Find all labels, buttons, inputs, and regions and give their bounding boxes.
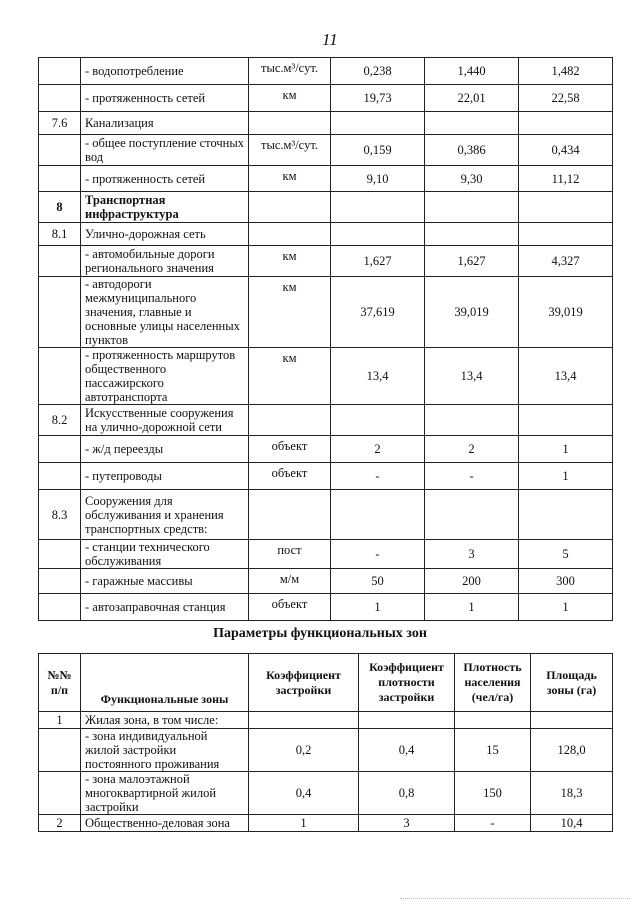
- zone-k-density: 0,8: [359, 772, 455, 815]
- row-unit: м/м: [249, 569, 331, 594]
- table-row: [39, 815, 613, 832]
- row-value-1: 19,73: [331, 85, 425, 112]
- row-value-3: 39,019: [519, 277, 613, 348]
- row-name: Улично-дорожная сеть: [81, 223, 249, 246]
- zone-pop-density: 150: [455, 772, 531, 815]
- row-value-3: 5: [519, 540, 613, 569]
- zone-k-density: 0,4: [359, 729, 455, 772]
- row-value-3: 1: [519, 463, 613, 490]
- row-value-2: [425, 405, 519, 436]
- row-value-3: 1: [519, 594, 613, 621]
- table-row: [39, 277, 613, 348]
- row-value-2: 0,386: [425, 135, 519, 166]
- row-value-2: 200: [425, 569, 519, 594]
- table-row: [39, 540, 613, 569]
- header-num: №№ п/п: [39, 654, 81, 712]
- row-value-1: [331, 405, 425, 436]
- row-name: - протяженность сетей: [81, 85, 249, 112]
- row-number: [39, 594, 81, 621]
- footer-dotted-line: [400, 897, 630, 899]
- row-name: - автозаправочная станция: [81, 594, 249, 621]
- zone-pop-density: 15: [455, 729, 531, 772]
- table-row: [39, 135, 613, 166]
- row-unit: тыс.м³/сут.: [249, 58, 331, 85]
- row-name: - гаражные массивы: [81, 569, 249, 594]
- row-value-3: 13,4: [519, 348, 613, 405]
- zone-k-density: 3: [359, 815, 455, 832]
- row-number: [39, 277, 81, 348]
- row-value-1: 1,627: [331, 246, 425, 277]
- row-value-2: -: [425, 463, 519, 490]
- infrastructure-table: [38, 57, 613, 621]
- row-number: 8.1: [39, 223, 81, 246]
- row-value-2: 13,4: [425, 348, 519, 405]
- row-value-1: -: [331, 540, 425, 569]
- row-value-1: 0,238: [331, 58, 425, 85]
- row-value-3: 300: [519, 569, 613, 594]
- zone-area: 10,4: [531, 815, 613, 832]
- row-number: [39, 463, 81, 490]
- row-unit: объект: [249, 463, 331, 490]
- row-value-1: 1: [331, 594, 425, 621]
- zone-k-built: 0,2: [249, 729, 359, 772]
- row-name: Транспортная инфраструктура: [81, 192, 249, 223]
- row-name: - протяженность маршрутов общественного пассажирского автотранспорта: [81, 348, 249, 405]
- zone-name: Жилая зона, в том числе:: [81, 712, 249, 729]
- zone-number: [39, 729, 81, 772]
- table-row: [39, 166, 613, 192]
- row-number: 8.3: [39, 490, 81, 540]
- row-value-2: 22,01: [425, 85, 519, 112]
- table-row: [39, 192, 613, 223]
- header-area: Площадь зоны (га): [531, 654, 613, 712]
- table-row: [39, 405, 613, 436]
- row-name: - протяженность сетей: [81, 166, 249, 192]
- row-number: 7.6: [39, 112, 81, 135]
- zone-number: 2: [39, 815, 81, 832]
- row-value-2: 9,30: [425, 166, 519, 192]
- row-number: [39, 436, 81, 463]
- row-value-3: 1: [519, 436, 613, 463]
- row-unit: [249, 192, 331, 223]
- row-value-1: 50: [331, 569, 425, 594]
- zone-number: [39, 772, 81, 815]
- row-value-2: 1,627: [425, 246, 519, 277]
- row-number: 8.2: [39, 405, 81, 436]
- row-value-1: 0,159: [331, 135, 425, 166]
- row-value-2: 2: [425, 436, 519, 463]
- zone-name: - зона индивидуальной жилой застройки постоянного проживания: [81, 729, 249, 772]
- row-value-1: [331, 192, 425, 223]
- zone-area: 18,3: [531, 772, 613, 815]
- row-value-3: 22,58: [519, 85, 613, 112]
- row-value-3: [519, 192, 613, 223]
- row-number: [39, 246, 81, 277]
- row-name: - станции технического обслуживания: [81, 540, 249, 569]
- table-row: [39, 58, 613, 85]
- row-value-2: [425, 490, 519, 540]
- table-row: [39, 594, 613, 621]
- zone-area: [531, 712, 613, 729]
- row-name: - ж/д переезды: [81, 436, 249, 463]
- row-number: [39, 540, 81, 569]
- zone-area: 128,0: [531, 729, 613, 772]
- row-value-2: 1: [425, 594, 519, 621]
- row-value-2: [425, 112, 519, 135]
- row-name: - водопотребление: [81, 58, 249, 85]
- row-value-3: [519, 223, 613, 246]
- row-name: - общее поступление сточных вод: [81, 135, 249, 166]
- row-number: [39, 166, 81, 192]
- table-row: [39, 436, 613, 463]
- row-name: Искусственные сооружения на улично-дорожной сети: [81, 405, 249, 436]
- zone-name: Общественно-деловая зона: [81, 815, 249, 832]
- row-number: 8: [39, 192, 81, 223]
- row-value-1: 9,10: [331, 166, 425, 192]
- row-value-3: 11,12: [519, 166, 613, 192]
- row-value-2: [425, 192, 519, 223]
- table-row: [39, 772, 613, 815]
- row-unit: км: [249, 348, 331, 405]
- zone-k-built: [249, 712, 359, 729]
- section-title: Параметры функциональных зон: [213, 626, 427, 641]
- zone-number: 1: [39, 712, 81, 729]
- zone-pop-density: -: [455, 815, 531, 832]
- zone-k-built: 1: [249, 815, 359, 832]
- table-row: [39, 223, 613, 246]
- table-row: [39, 348, 613, 405]
- row-unit: км: [249, 246, 331, 277]
- row-unit: км: [249, 85, 331, 112]
- header-zone: Функциональные зоны: [81, 654, 249, 712]
- zone-k-built: 0,4: [249, 772, 359, 815]
- table-row: [39, 463, 613, 490]
- row-value-1: 2: [331, 436, 425, 463]
- table-row: [39, 85, 613, 112]
- row-unit: тыс.м³/сут.: [249, 135, 331, 166]
- header-k-built: Коэффициент застройки: [249, 654, 359, 712]
- row-name: Канализация: [81, 112, 249, 135]
- row-value-2: 39,019: [425, 277, 519, 348]
- table-row: [39, 712, 613, 729]
- row-number: [39, 58, 81, 85]
- zone-pop-density: [455, 712, 531, 729]
- zones-table: [38, 653, 613, 832]
- table-row: [39, 729, 613, 772]
- row-name: - автодороги межмуниципального значения, главные и основные улицы населенных пунктов: [81, 277, 249, 348]
- table-row: [39, 569, 613, 594]
- zone-name: - зона малоэтажной многоквартирной жилой застройки: [81, 772, 249, 815]
- header-pop-density: Плотность населения (чел/га): [455, 654, 531, 712]
- page-number: 11: [322, 30, 338, 49]
- zone-k-density: [359, 712, 455, 729]
- row-value-1: -: [331, 463, 425, 490]
- row-name: Сооружения для обслуживания и хранения транспортных средств:: [81, 490, 249, 540]
- row-name: - путепроводы: [81, 463, 249, 490]
- row-unit: [249, 223, 331, 246]
- row-value-3: [519, 112, 613, 135]
- row-value-1: [331, 112, 425, 135]
- table-row: [39, 490, 613, 540]
- row-unit: объект: [249, 436, 331, 463]
- row-unit: км: [249, 166, 331, 192]
- row-unit: [249, 490, 331, 540]
- row-value-2: [425, 223, 519, 246]
- header-k-density: Коэффициент плотности застройки: [359, 654, 455, 712]
- row-value-1: [331, 223, 425, 246]
- row-unit: [249, 112, 331, 135]
- row-value-2: 1,440: [425, 58, 519, 85]
- row-value-3: [519, 405, 613, 436]
- row-value-1: 13,4: [331, 348, 425, 405]
- row-number: [39, 135, 81, 166]
- row-number: [39, 85, 81, 112]
- row-value-3: [519, 490, 613, 540]
- row-number: [39, 348, 81, 405]
- row-value-3: 1,482: [519, 58, 613, 85]
- table-row: [39, 246, 613, 277]
- row-value-1: [331, 490, 425, 540]
- row-unit: объект: [249, 594, 331, 621]
- row-number: [39, 569, 81, 594]
- row-value-3: 0,434: [519, 135, 613, 166]
- row-unit: [249, 405, 331, 436]
- row-value-3: 4,327: [519, 246, 613, 277]
- row-name: - автомобильные дороги регионального значения: [81, 246, 249, 277]
- row-unit: пост: [249, 540, 331, 569]
- row-value-2: 3: [425, 540, 519, 569]
- row-value-1: 37,619: [331, 277, 425, 348]
- table-row: [39, 112, 613, 135]
- row-unit: км: [249, 277, 331, 348]
